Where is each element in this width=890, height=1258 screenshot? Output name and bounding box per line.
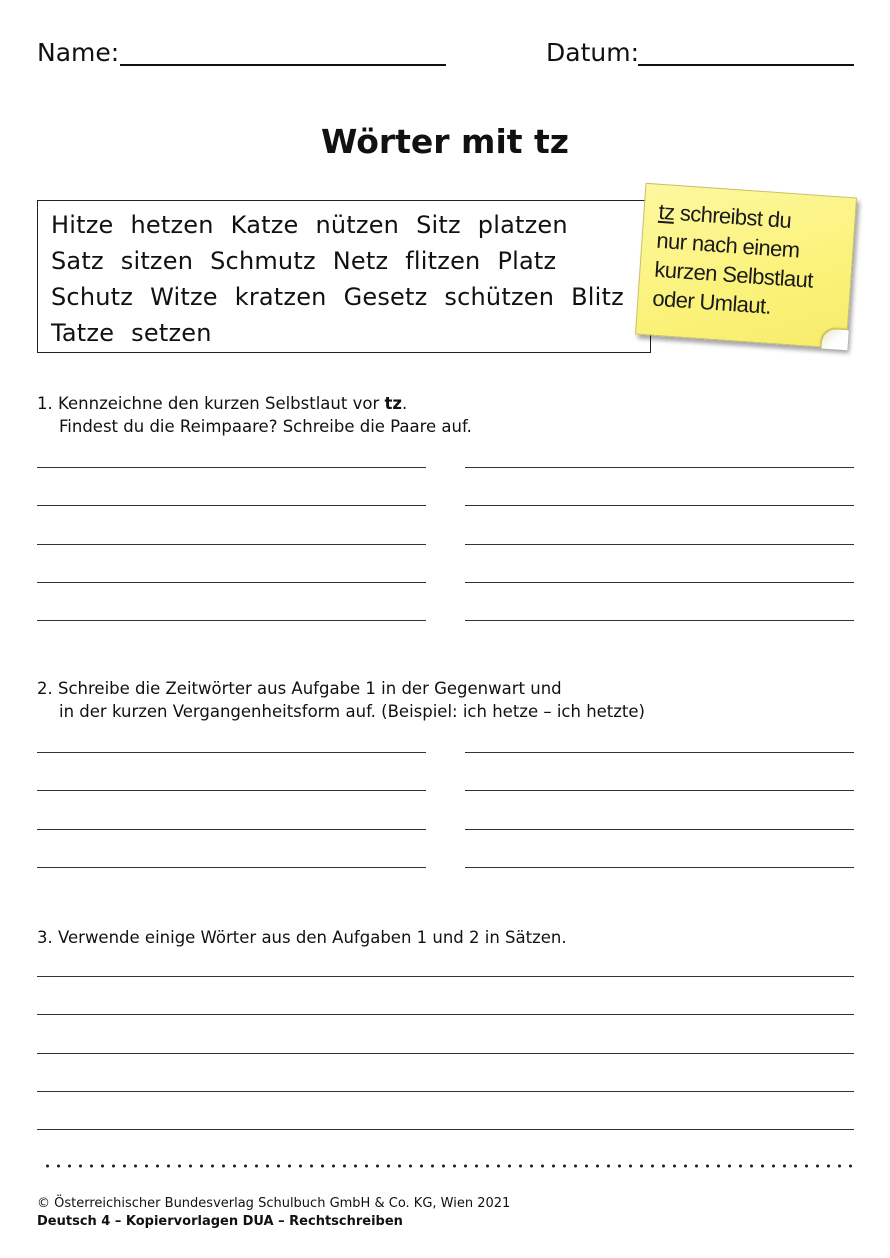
writing-line[interactable] bbox=[37, 829, 426, 830]
note-line-4: oder Umlaut. bbox=[651, 285, 772, 319]
word: Sitz bbox=[416, 211, 461, 239]
task-1-line-2: Findest du die Reimpaare? Schreibe die Paare auf. bbox=[59, 417, 472, 436]
writing-line[interactable] bbox=[465, 544, 854, 545]
writing-line[interactable] bbox=[37, 752, 426, 753]
word: Tatze bbox=[51, 319, 115, 347]
task-1-line-1: Kennzeichne den kurzen Selbstlaut vor bbox=[58, 394, 385, 413]
writing-line[interactable] bbox=[465, 790, 854, 791]
task-2-line-2: in der kurzen Vergangenheitsform auf. (Beispiel: ich hetze – ich hetzte) bbox=[59, 702, 645, 721]
task-3-number: 3. bbox=[37, 928, 53, 947]
writing-line[interactable] bbox=[465, 752, 854, 753]
word: Hitze bbox=[51, 211, 114, 239]
word: setzen bbox=[131, 319, 212, 347]
page-title: Wörter mit tz bbox=[320, 122, 570, 161]
date-label: Datum: bbox=[546, 38, 639, 67]
word-row bbox=[51, 207, 631, 243]
task-2-line-1: Schreibe die Zeitwörter aus Aufgabe 1 in der Gegenwart und bbox=[58, 679, 562, 698]
sticky-note bbox=[635, 183, 857, 349]
writing-line[interactable] bbox=[37, 1129, 854, 1130]
word-row bbox=[51, 243, 631, 279]
writing-line[interactable] bbox=[465, 467, 854, 468]
note-line-3: kurzen Selbstlaut bbox=[653, 256, 814, 293]
task-1 bbox=[37, 392, 837, 438]
writing-line[interactable] bbox=[37, 867, 426, 868]
word: hetzen bbox=[130, 211, 214, 239]
note-text bbox=[652, 197, 850, 326]
note-highlight: tz bbox=[657, 198, 676, 225]
writing-line[interactable] bbox=[37, 976, 854, 977]
word: Platz bbox=[497, 247, 557, 275]
note-line-1: schreibst du bbox=[673, 199, 793, 234]
task-1-period: . bbox=[401, 394, 408, 413]
name-label: Name: bbox=[37, 38, 120, 67]
word: Witze bbox=[150, 283, 218, 311]
footer-copyright: © Österreichischer Bundesverlag Schulbuch GmbH & Co. KG, Wien 2021 bbox=[37, 1196, 511, 1211]
word-row bbox=[51, 279, 631, 315]
word: Blitz bbox=[571, 283, 624, 311]
task-1-bold: tz bbox=[384, 394, 402, 413]
writing-line[interactable] bbox=[37, 1091, 854, 1092]
writing-line[interactable] bbox=[465, 582, 854, 583]
footer-series: Deutsch 4 – Kopiervorlagen DUA – Rechtschreiben bbox=[37, 1214, 403, 1229]
word: nützen bbox=[315, 211, 400, 239]
word-row bbox=[51, 315, 631, 351]
task-2-number: 2. bbox=[37, 679, 53, 698]
writing-line[interactable] bbox=[465, 829, 854, 830]
writing-line[interactable] bbox=[37, 1014, 854, 1015]
writing-line[interactable] bbox=[37, 467, 426, 468]
word: schützen bbox=[444, 283, 555, 311]
word: Netz bbox=[332, 247, 389, 275]
word: Schutz bbox=[51, 283, 134, 311]
writing-line[interactable] bbox=[37, 1053, 854, 1054]
word: kratzen bbox=[234, 283, 327, 311]
writing-line[interactable] bbox=[37, 620, 426, 621]
task-1-number: 1. bbox=[37, 394, 53, 413]
word: Schmutz bbox=[210, 247, 316, 275]
word: flitzen bbox=[405, 247, 481, 275]
writing-line[interactable] bbox=[465, 867, 854, 868]
page-curl-icon bbox=[821, 329, 848, 351]
note-line-2: nur nach einem bbox=[655, 227, 801, 263]
name-field[interactable] bbox=[120, 64, 446, 66]
writing-line[interactable] bbox=[37, 505, 426, 506]
writing-line[interactable] bbox=[37, 582, 426, 583]
word: Satz bbox=[51, 247, 104, 275]
date-field[interactable] bbox=[638, 64, 854, 66]
word-list bbox=[51, 207, 631, 351]
dotted-separator bbox=[42, 1163, 854, 1169]
word: Katze bbox=[230, 211, 299, 239]
task-3 bbox=[37, 926, 857, 949]
word: Gesetz bbox=[343, 283, 428, 311]
writing-line[interactable] bbox=[37, 544, 426, 545]
writing-line[interactable] bbox=[37, 790, 426, 791]
word: platzen bbox=[477, 211, 568, 239]
writing-line[interactable] bbox=[465, 505, 854, 506]
word: sitzen bbox=[120, 247, 194, 275]
task-2 bbox=[37, 677, 857, 723]
writing-line[interactable] bbox=[465, 620, 854, 621]
task-3-line-1: Verwende einige Wörter aus den Aufgaben 1 und 2 in Sätzen. bbox=[58, 928, 567, 947]
